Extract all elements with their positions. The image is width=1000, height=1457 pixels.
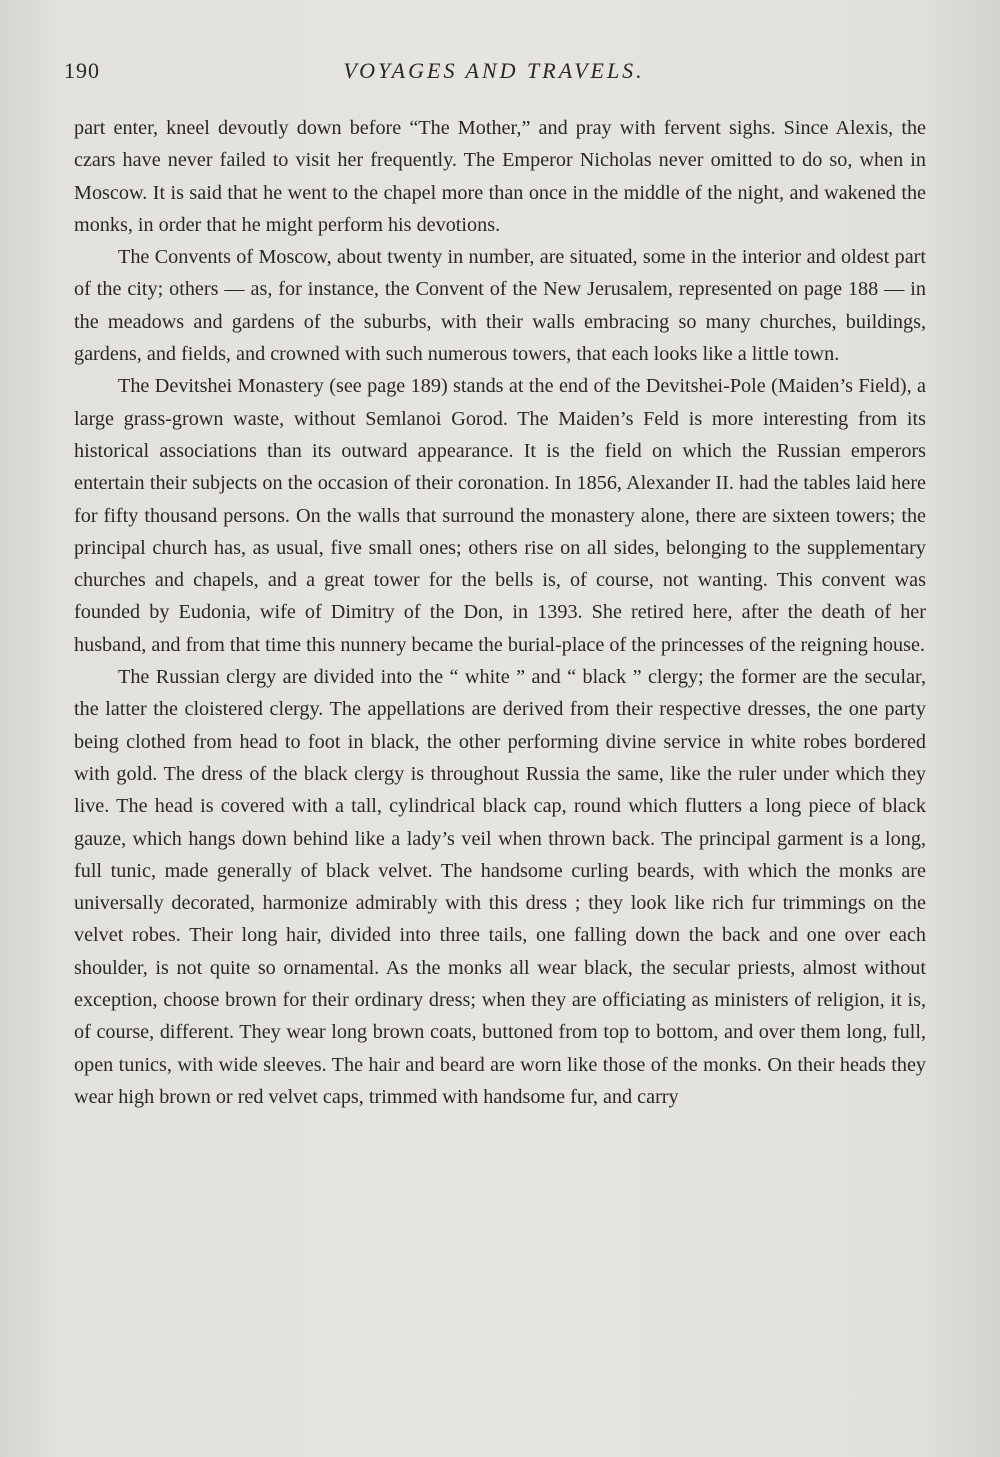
paragraph-convents: The Convents of Moscow, about twenty in number, are situated, some in the interior and oldest part of the city; others — as, for instance, the Convent of the New Jerusalem, represented on page 188 — in the meadows and gardens of the suburbs, with their walls embracing so many churches, buildings, gardens, and fields, and crowned with such numerous towers, that each looks like a little town. (74, 246, 926, 366)
body-text (74, 112, 926, 1113)
paragraph-russian-clergy: The Russian clergy are divided into the “ white ” and “ black ” clergy; the former are the secular, the latter the cloistered clergy. The appellations are derived from their respective dresses, the one party being clothed from head to foot in black, the other performing divine service in white robes bordered with gold. The dress of the black clergy is throughout Russia the same, like the ruler under which they live. The head is covered with a tall, cylindrical black cap, round which flutters a long piece of black gauze, which hangs down behind like a lady’s veil when thrown back. The principal garment is a long, full tunic, made generally of black velvet. The handsome curling beards, with which the monks are universally decorated, harmonize admirably with this dress ; they look like rich fur trimmings on the velvet robes. Their long hair, divided into three tails, one falling down the back and one over each shoulder, is not quite so ornamental. As the monks all wear black, the secular priests, almost without exception, choose brown for their ordinary dress; when they are officiating as ministers of religion, it is, of course, different. They wear long brown coats, buttoned from top to bottom, and over them long, full, open tunics, with wide sleeves. The hair and beard are worn like those of the monks. On their heads they wear high brown or red velvet caps, trimmed with handsome fur, and carry (74, 666, 926, 1108)
running-title: VOYAGES AND TRAVELS. (343, 58, 645, 83)
paragraph-devitshei-monastery: The Devitshei Monastery (see page 189) stands at the end of the Devitshei-Pole (Maiden’s Field), a large grass-grown waste, without Semlanoi Gorod. The Maiden’s Feld is more interesting from its historical associations than its outward appearance. It is the field on which the Russian emperors entertain their subjects on the occasion of their coronation. In 1856, Alexander II. had the tables laid here for fifty thousand persons. On the walls that surround the monastery alone, there are sixteen towers; the principal church has, as usual, five small ones; others rise on all sides, belonging to the supplementary churches and chapels, and a great tower for the bells is, of course, not wanting. This convent was founded by Eudonia, wife of Dimitry of the Don, in 1393. She retired here, after the death of her husband, and from that time this nunnery became the burial-place of the princesses of the reigning house. (74, 375, 926, 656)
running-head (64, 58, 924, 88)
page-number: 190 (64, 58, 100, 83)
paragraph-continuation: part enter, kneel devoutly down before “The Mother,” and pray with fervent sighs. Since Alexis, the czars have never failed to visit her frequently. The Emperor Nicholas never omitted to do so, when in Moscow. It is said that he went to the chapel more than once in the middle of the night, and wakened the monks, in order that he might perform his devotions. (74, 117, 926, 236)
